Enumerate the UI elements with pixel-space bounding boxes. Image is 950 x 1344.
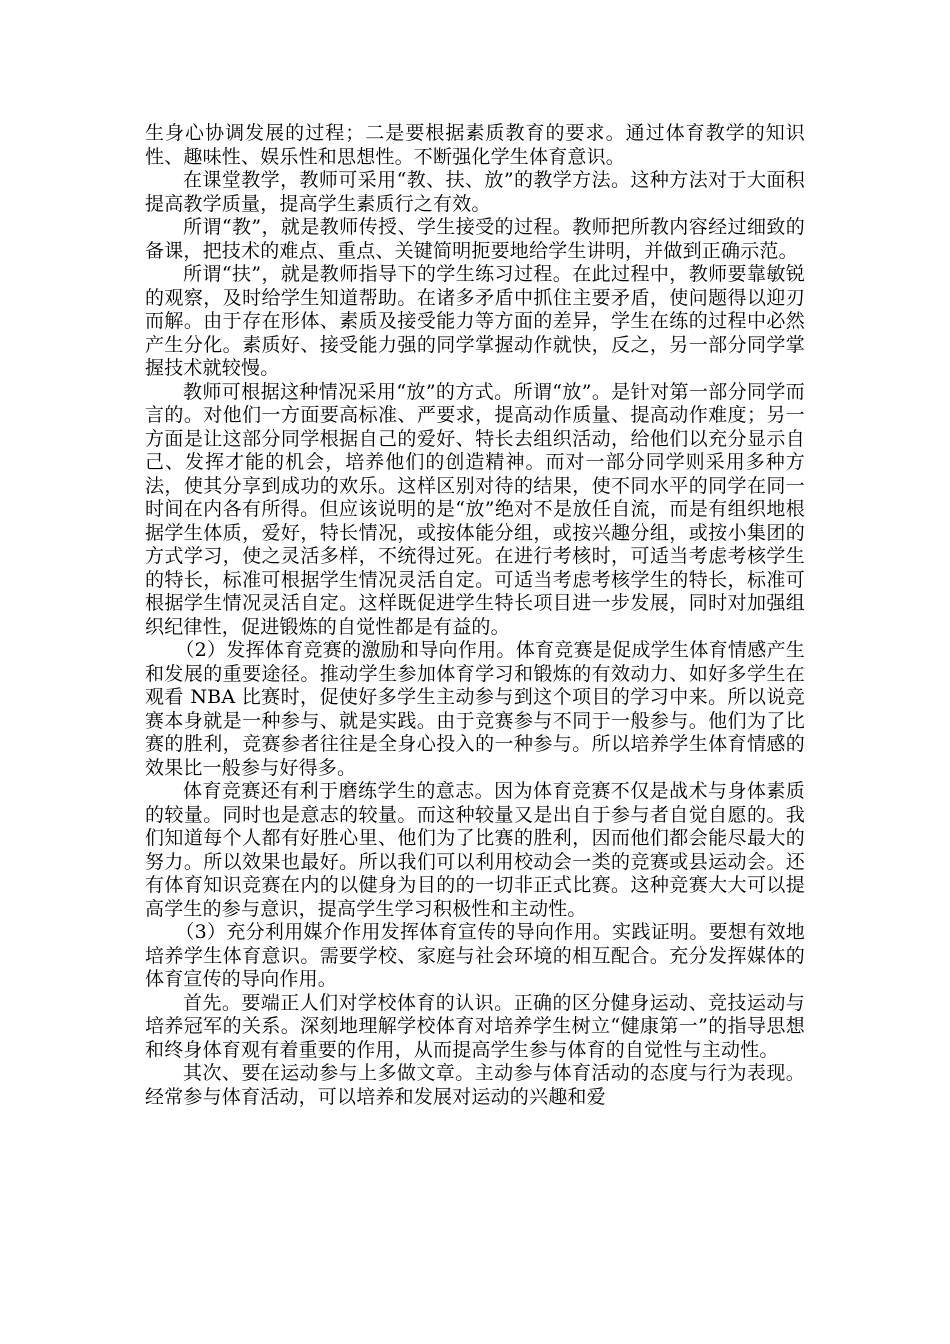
paragraph-support: 所谓“扶”，就是教师指导下的学生练习过程。在此过程中，教师要靠敏锐的观察，及时给学生知道帮助。在诸多矛盾中抓住主要矛盾，使问题得以迎刃而解。由于存在形体、素质及接受能力等方面的差异，学生在练的过程中必然产生分化。素质好、接受能力强的同学掌握动作就快，反之，另一部分同学掌握技术就较慢。 <box>145 263 805 379</box>
document-body <box>145 122 805 1109</box>
paragraph-release: 教师可根据这种情况采用“放”的方式。所谓“放”。是针对第一部分同学而言的。对他们一方面要高标准、严要求，提高动作质量、提高动作难度；另一方面是让这部分同学根据自己的爱好、特长去组织活动，给他们以充分显示自己、发挥才能的机会，培养他们的创造精神。而对一部分同学则采用多种方法，使其分享到成功的欢乐。这样区别对待的结果，使不同水平的同学在同一时间在内各有所得。但应该说明的是“放”绝对不是放任自流，而是有组织地根据学生体质，爱好，特长情况，或按体能分组，或按兴趣分组，或按小集团的方式学习，使之灵活多样，不统得过死。在进行考核时，可适当考虑考核学生的特长，标准可根据学生情况灵活自定。可适当考虑考核学生的特长，标准可根据学生情况灵活自定。这样既促进学生特长项目进一步发展，同时对加强组织纪律性，促进锻炼的自觉性都是有益的。 <box>145 380 805 638</box>
paragraph-continuation: 生身心协调发展的过程；二是要根据素质教育的要求。通过体育教学的知识性、趣味性、娱乐性和思想性。不断强化学生体育意识。 <box>145 122 805 168</box>
paragraph-competition: （2）发挥体育竞赛的激励和导向作用。体育竞赛是促成学生体育情感产生和发展的重要途径。推动学生参加体育学习和锻炼的有效动力、如好多学生在观看 NBA 比赛时，促使好多学生主动参与到这个项目的学习中来。所以说竞赛本身就是一种参与、就是实践。由于竞赛参与不同于一般参与。他们为了比赛的胜利，竞赛参者往往是全身心投入的一种参与。所以培养学生体育情感的效果比一般参与好得多。 <box>145 639 805 779</box>
paragraph-second: 其次、要在运动参与上多做文章。主动参与体育活动的态度与行为表现。经常参与体育活动，可以培养和发展对运动的兴趣和爱 <box>145 1062 805 1108</box>
paragraph-first: 首先。要端正人们对学校体育的认识。正确的区分健身运动、竞技运动与培养冠军的关系。深刻地理解学校体育对培养学生树立“健康第一”的指导思想和终身体育观有着重要的作用，从而提高学生参与体育的自觉性与主动性。 <box>145 991 805 1061</box>
paragraph-teach: 所谓“教”，就是教师传授、学生接受的过程。教师把所教内容经过细致的备课，把技术的难点、重点、关键简明扼要地给学生讲明，并做到正确示范。 <box>145 216 805 262</box>
paragraph-media: （3）充分利用媒介作用发挥体育宣传的导向作用。实践证明。要想有效地培养学生体育意识。需要学校、家庭与社会环境的相互配合。充分发挥媒体的体育宣传的导向作用。 <box>145 921 805 990</box>
paragraph-teaching-method: 在课堂教学，教师可采用“教、扶、放”的教学方法。这种方法对于大面积提高教学质量，提高学生素质行之有效。 <box>145 169 805 215</box>
paragraph-willpower: 体育竞赛还有利于磨练学生的意志。因为体育竞赛不仅是战术与身体素质的较量。同时也是意志的较量。而这种较量又是出自于参与者自觉自愿的。我们知道每个人都有好胜心里、他们为了比赛的胜利，因而他们都会能尽最大的努力。所以效果也最好。所以我们可以利用校动会一类的竞赛或县运动会。还有体育知识竞赛在内的以健身为目的的一切非正式比赛。这种竞赛大大可以提高学生的参与意识，提高学生学习积极性和主动性。 <box>145 780 805 920</box>
